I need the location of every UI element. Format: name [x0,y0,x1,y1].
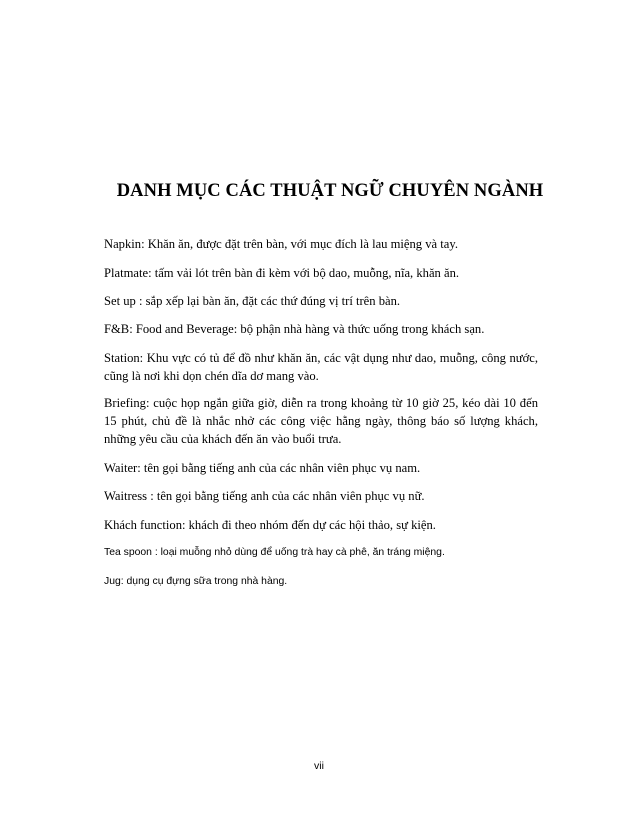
term-briefing: Briefing: cuộc họp ngắn giữa giờ, diễn ra trong khoảng từ 10 giờ 25, kéo dài 10 đến 15 phút, chủ đề là nhắc nhở các công việc hằng ngày, thông báo số lượng khách, những yêu cầu của khách đến ăn vào buổi trưa. [104,396,538,446]
term-waitress: Waitress : tên gọi bằng tiếng anh của các nhân viên phục vụ nữ. [104,489,425,503]
term-khach-function: Khách function: khách đi theo nhóm đến dự các hội thảo, sự kiện. [104,518,436,532]
term-platmate: Platmate: tấm vải lót trên bàn đi kèm với bộ dao, muỗng, nĩa, khăn ăn. [104,266,460,280]
term-fnb: F&B: Food and Beverage: bộ phận nhà hàng và thức uống trong khách sạn. [104,322,485,336]
term-station: Station: Khu vực có tủ để đồ như khăn ăn, các vật dụng như dao, muỗng, công nước, cũng là nơi khi dọn chén dĩa dơ mang vào. [104,351,538,383]
term-jug: Jug: dụng cụ đựng sữa trong nhà hàng. [104,576,288,587]
page-number: vii [314,760,324,772]
term-napkin: Napkin: Khăn ăn, được đặt trên bàn, với mục đích là lau miệng và tay. [104,237,459,251]
term-waiter: Waiter: tên gọi bằng tiếng anh của các nhân viên phục vụ nam. [104,461,421,475]
page-title: DANH MỤC CÁC THUẬT NGỮ CHUYÊN NGÀNH [116,181,544,201]
term-set-up: Set up : sắp xếp lại bàn ăn, đặt các thứ đúng vị trí trên bàn. [104,294,401,308]
term-tea-spoon: Tea spoon : loại muỗng nhỏ dùng để uống trà hay cà phê, ăn tráng miệng. [104,547,445,558]
